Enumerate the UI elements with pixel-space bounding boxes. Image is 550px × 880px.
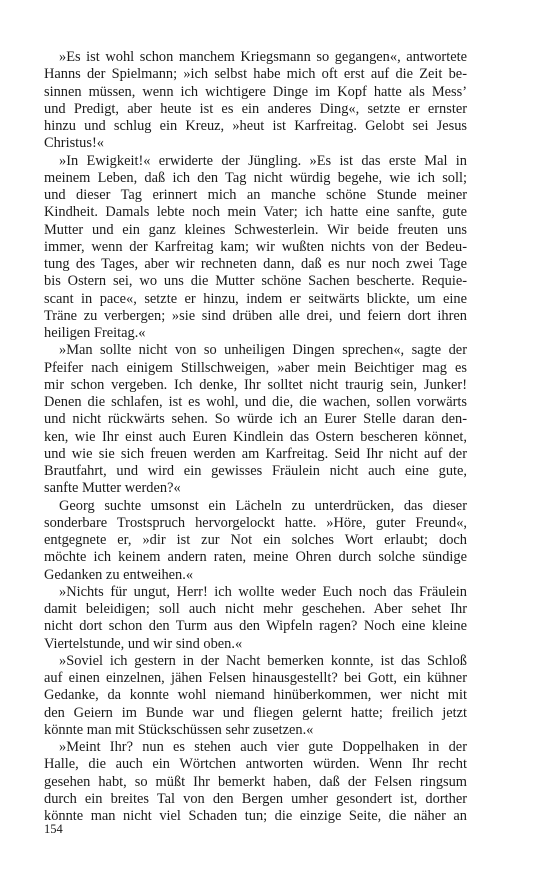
text-line: könnte man nicht viel Schaden tun; die einzige Seite, die näher an [44,808,467,824]
text-line: gesehen habt, so müßt Ihr bemerkt haben, daß der Felsen ringsum [44,773,467,790]
text-line: Träne zu verbergen; »sie sind drüben alle drei, und feiern dort ihren [44,307,467,324]
paragraph [44,342,467,497]
text-line: entgegnete er, »dir ist zur Not ein solches Wort erlaubt; doch [44,532,467,548]
text-line: nicht dort schon den Turm aus den Wipfeln ragen? Noch eine kleine [44,618,467,635]
text-line: durch ein breites Tal von den Bergen umher gesondert ist, dorther [44,790,467,807]
text-line: Hanns der Spielmann; »ich selbst habe mich oft erst auf die Zeit be- [44,66,467,83]
paragraph [44,653,467,739]
text-line: »Nichts für ungut, Herr! ich wollte weder Euch noch das Fräulein [59,583,467,600]
text-line: Gedanke, da konnte wohl niemand hinüberkommen, wer nicht mit [44,687,467,704]
text-line: könnte man mit Stückschüssen sehr zusetzen.« [44,721,314,738]
text-line: Gedanken zu entweihen.« [44,566,194,583]
text-line: »Meint Ihr? nun es stehen auch vier gute Doppelhaken in der [59,739,467,755]
text-line: immer, wenn der Karfreitag kam; wir wußten nichts von der Bedeu- [44,238,467,255]
text-line: auf einen einzelnen, jähen Felsen hinausgestellt? bei Gott, ein kühner [44,670,467,686]
paragraph [44,739,467,825]
text-line: tung des Tages, aber wir rechneten dann, daß es nur noch zwei Tage [44,256,467,272]
text-line: Brautfahrt, und wird ein gewisses Fräulein nicht auch eine gute, [44,463,467,479]
text-line: Viertelstunde, und wir sind oben.« [44,635,243,652]
text-line: meinem Leben, daß ich den Tag nicht würdig begehe, wie ich soll; [44,169,467,186]
paragraph [44,584,467,653]
paragraph [44,49,467,153]
text-line: ken, wie Ihr einst auch Euren Kindlein das Ostern bescheren könnet, [44,428,467,445]
text-line: und nicht rückwärts sehen. So würde ich an Eurer Stelle daran den- [44,411,467,428]
text-line: Mutter und ein ganz kleines Schwesterlein. Wir beide freuten uns [44,221,467,238]
text-line: Halle, die auch ein Wörtchen antworten würden. Wenn Ihr recht [44,756,467,773]
paragraph [44,498,467,584]
text-line: damit beleidigen; soll auch nicht mehr geschehen. Aber sehet Ihr [44,601,467,617]
text-line: Georg suchte umsonst ein Lächeln zu unterdrücken, das dieser [59,497,467,514]
page-number: 154 [44,822,63,836]
text-line: Pfeifer nach einigem Stillschweigen, »aber mein Beichtiger mag es [44,359,467,376]
text-line: mir schon vergeben. Ich denke, Ihr solltet nicht traurig sein, Junker! [44,376,467,393]
text-line: »Es ist wohl schon manchem Kriegsmann so gegangen«, antwortete [59,49,467,65]
text-line: sinnen müssen, wenn ich wichtigere Dinge im Kopf hatte als Mess’ [44,83,467,100]
text-line: und wie sie sich freuen werden am Karfreitag. Seid Ihr nicht auf der [44,445,467,462]
text-line: heiligen Freitag.« [44,325,146,341]
text-line: möchte ich keinem andern raten, meine Ohren durch solche sündige [44,549,467,566]
text-line: hinzu und schlug ein Kreuz, »heut ist Karfreitag. Gelobt sei Jesus [44,118,467,134]
text-line: bis Ostern sei, wo uns die Mutter schöne Sachen bescherte. Requie- [44,273,467,290]
text-line: Denen die schlafen, ist es wohl, und die, die wachen, sollen vorwärts [44,394,467,410]
text-line: scant in pace«, setzte er hinzu, indem er seitwärts blickte, um eine [44,290,467,307]
text-line: Kindheit. Damals lebte noch mein Vater; ich hatte eine sanfte, gute [44,204,467,221]
text-line: sonderbare Trostspruch hervorgelockt hatte. »Höre, guter Freund«, [44,514,467,531]
text-line: Christus!« [44,135,104,152]
paragraph [44,153,467,343]
body-text [44,49,467,825]
text-line: den Geiern im Bunde war und fliegen gelernt hatte; freilich jetzt [44,704,467,721]
text-line: und Predigt, aber heute ist es ein anderes Ding«, setzte er ernster [44,100,467,117]
text-line: sanfte Mutter werden?« [44,480,181,497]
text-line: »Soviel ich gestern in der Nacht bemerken konnte, ist das Schloß [59,652,467,669]
text-line: und dieser Tag erinnert mich an manche schöne Stunde meiner [44,187,467,203]
text-line: »Man sollte nicht von so unheiligen Dingen sprechen«, sagte der [59,342,467,359]
text-line: »In Ewigkeit!« erwiderte der Jüngling. »Es ist das erste Mal in [59,152,467,169]
